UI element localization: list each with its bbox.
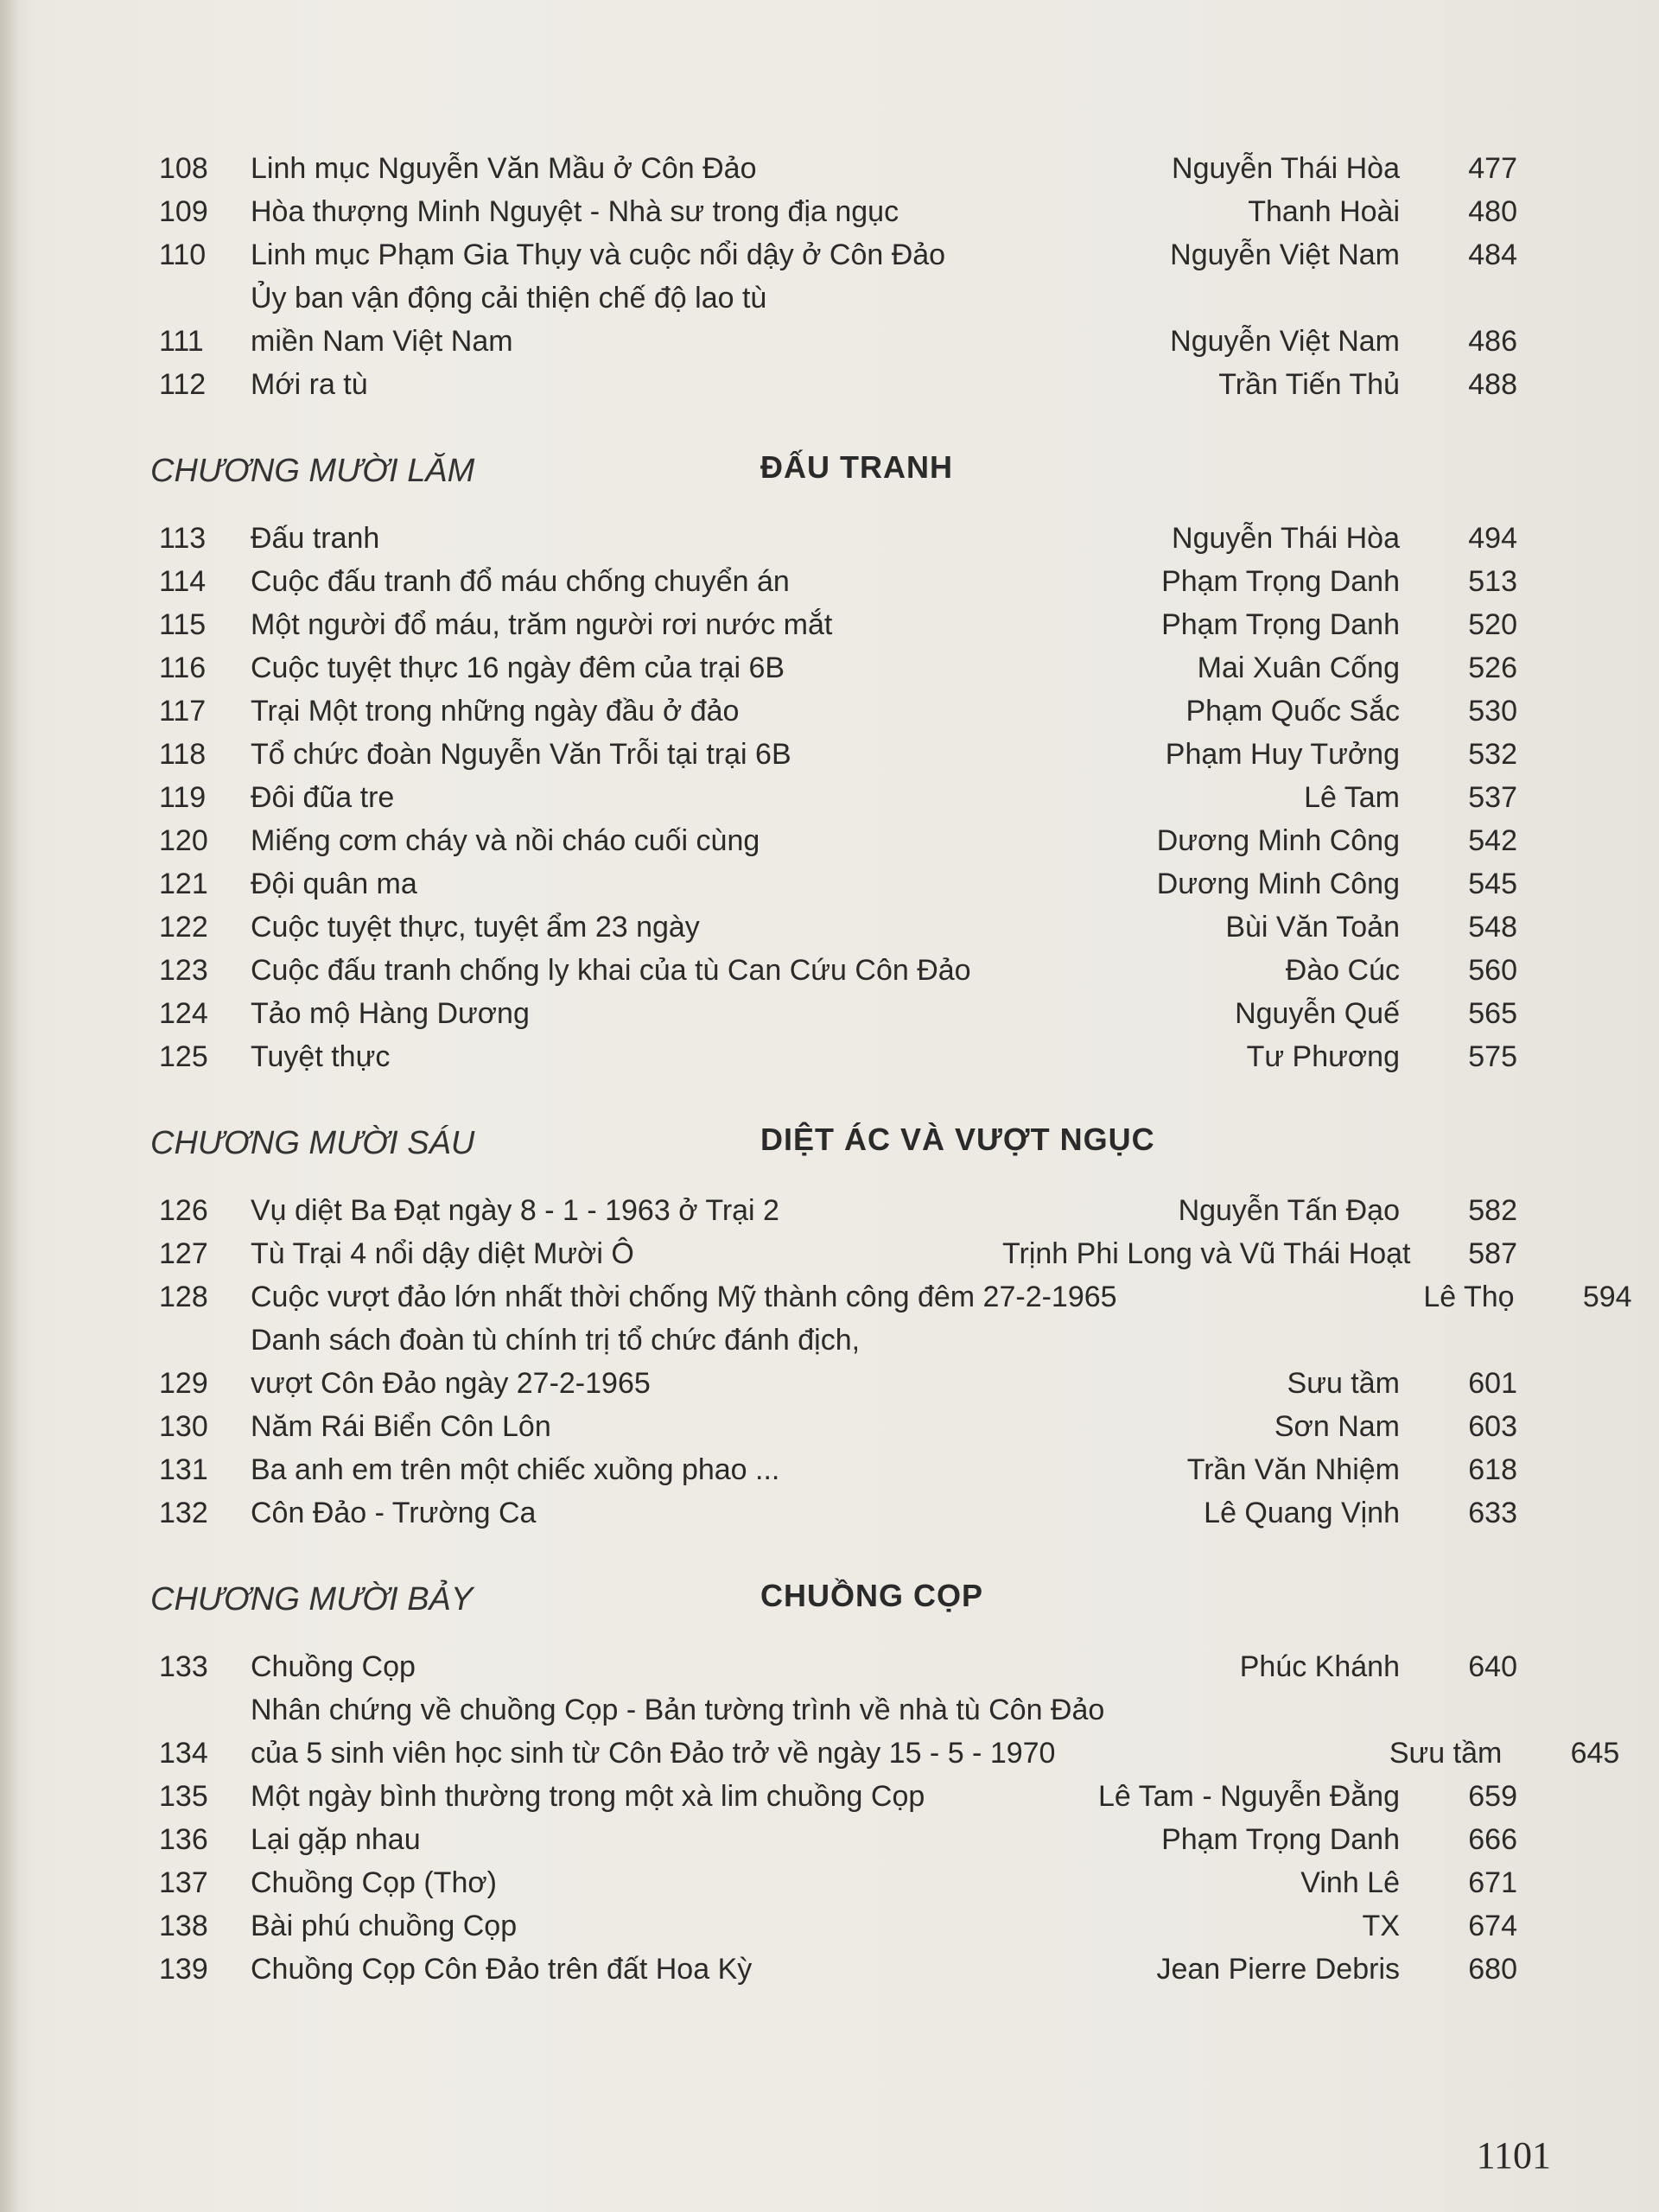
entry-author: Trần Văn Nhiệm <box>1186 1453 1400 1486</box>
toc-entry <box>147 690 1529 733</box>
entry-title-line: Miếng cơm cháy và nồi cháo cuối cùng <box>251 824 760 857</box>
entry-title <box>251 1189 1002 1232</box>
entry-page: 645 <box>1570 1737 1620 1770</box>
entry-author: Jean Pierre Debris <box>1156 1953 1400 1986</box>
chapter-heading <box>147 1116 1529 1177</box>
toc-entry <box>147 862 1529 906</box>
entry-page: 587 <box>1468 1237 1517 1270</box>
entry-title-line: Chuồng Cọp (Thơ) <box>251 1866 497 1899</box>
entry-title-line: Chuồng Cọp Côn Đảo trên đất Hoa Kỳ <box>251 1953 753 1986</box>
entry-number: 133 <box>159 1650 208 1683</box>
entry-number: 120 <box>159 824 208 857</box>
entry-title-line: Linh mục Phạm Gia Thụy và cuộc nổi dậy ở Côn Đảo <box>251 238 946 271</box>
entry-author: Nguyễn Việt Nam <box>1170 238 1400 271</box>
chapter-label: CHƯƠNG MƯỜI LĂM <box>150 453 475 489</box>
toc-entry <box>147 1189 1529 1232</box>
entry-title-line: Đội quân ma <box>251 868 417 900</box>
toc-entry <box>147 949 1529 992</box>
chapter-title: CHUỒNG CỌP <box>760 1578 984 1613</box>
entry-title <box>251 646 1002 690</box>
entry-title-line: miền Nam Việt Nam <box>251 325 513 358</box>
toc-entry <box>147 147 1529 190</box>
entry-author: TX <box>1362 1910 1400 1942</box>
toc-section <box>147 147 1529 406</box>
entry-page: 484 <box>1468 238 1517 271</box>
entry-title-line: Tù Trại 4 nổi dậy diệt Mười Ô <box>251 1237 634 1270</box>
entry-title <box>251 862 1002 906</box>
entry-author: Lê Tam - Nguyễn Đằng <box>1097 1780 1400 1813</box>
entry-author: Trần Tiến Thủ <box>1218 368 1400 401</box>
entry-title <box>251 733 1002 776</box>
toc-section <box>147 1573 1620 1991</box>
entry-title <box>251 560 1002 603</box>
entry-page: 542 <box>1468 824 1517 857</box>
toc-entry <box>147 1275 1632 1319</box>
entry-page: 601 <box>1468 1367 1517 1400</box>
entry-author: Nguyễn Tấn Đạo <box>1178 1194 1400 1227</box>
entry-page: 594 <box>1582 1281 1632 1313</box>
entry-title <box>251 517 1002 560</box>
toc-entry <box>147 1904 1529 1948</box>
entry-page: 640 <box>1468 1650 1517 1683</box>
entry-number: 111 <box>159 325 204 358</box>
toc-entry <box>147 1319 1529 1405</box>
chapter-title: DIỆT ÁC VÀ VƯỢT NGỤC <box>760 1122 1155 1157</box>
entry-title-line: Đôi đũa tre <box>251 781 395 814</box>
entry-page: 480 <box>1468 195 1517 228</box>
entry-number: 135 <box>159 1780 208 1813</box>
toc-entry <box>147 1861 1529 1904</box>
entry-number: 108 <box>159 152 208 185</box>
toc-entry <box>147 190 1529 233</box>
entry-author: Nguyễn Việt Nam <box>1170 325 1400 358</box>
entry-page: 575 <box>1468 1040 1517 1073</box>
entry-title-line: Chuồng Cọp <box>251 1650 416 1683</box>
entry-page: 674 <box>1468 1910 1517 1942</box>
entry-title-line: Lại gặp nhau <box>251 1823 421 1856</box>
entry-title-line: Linh mục Nguyễn Văn Mầu ở Côn Đảo <box>251 152 757 185</box>
entry-page: 560 <box>1468 954 1517 987</box>
entry-number: 136 <box>159 1823 208 1856</box>
entry-author: Đào Cúc <box>1285 954 1400 987</box>
entry-author: Phúc Khánh <box>1239 1650 1400 1683</box>
entry-title-line: Nhân chứng về chuồng Cọp - Bản tường trình về nhà tù Côn Đảo <box>251 1694 1105 1726</box>
entry-number: 138 <box>159 1910 208 1942</box>
entry-page: 680 <box>1468 1953 1517 1986</box>
toc-entry <box>147 1775 1529 1818</box>
entry-number: 127 <box>159 1237 208 1270</box>
entry-title <box>251 233 1002 276</box>
table-of-contents <box>147 147 1632 2029</box>
toc-entry <box>147 517 1529 560</box>
entry-page: 618 <box>1468 1453 1517 1486</box>
entry-title-line: Trại Một trong những ngày đầu ở đảo <box>251 695 740 728</box>
toc-entry <box>147 1035 1529 1078</box>
entry-author: Sơn Nam <box>1274 1410 1400 1443</box>
entry-number: 116 <box>159 652 207 684</box>
entry-title <box>251 949 1002 992</box>
entry-title-line: Hòa thượng Minh Nguyệt - Nhà sư trong địa ngục <box>251 195 899 228</box>
toc-entry <box>147 1405 1529 1448</box>
entry-title <box>251 1818 1002 1861</box>
entry-title <box>251 1904 1002 1948</box>
entry-number: 114 <box>159 565 207 598</box>
entry-page: 486 <box>1468 325 1517 358</box>
toc-section <box>147 1116 1632 1535</box>
toc-entry <box>147 992 1529 1035</box>
entry-author: Tư Phương <box>1246 1040 1400 1073</box>
entry-number: 115 <box>159 608 207 641</box>
entry-page: 666 <box>1468 1823 1517 1856</box>
entry-author: Trịnh Phi Long và Vũ Thái Hoạt <box>1002 1237 1411 1270</box>
entry-page: 671 <box>1468 1866 1517 1899</box>
entry-title-line: Ba anh em trên một chiếc xuồng phao ... <box>251 1453 780 1486</box>
toc-entry <box>147 233 1529 276</box>
entry-number: 109 <box>159 195 208 228</box>
entry-title <box>251 1405 1002 1448</box>
entry-page: 532 <box>1468 738 1517 771</box>
entry-title <box>251 1861 1002 1904</box>
toc-entry <box>147 603 1529 646</box>
entry-title-line: Một ngày bình thường trong một xà lim chuồng Cọp <box>251 1780 925 1813</box>
entry-title <box>251 363 1002 406</box>
entry-page: 488 <box>1468 368 1517 401</box>
entry-author: Lê Quang Vịnh <box>1204 1497 1400 1529</box>
entry-title <box>251 147 1002 190</box>
entry-author: Phạm Quốc Sắc <box>1185 695 1400 728</box>
chapter-title: ĐẤU TRANH <box>760 449 953 485</box>
toc-section <box>147 444 1529 1078</box>
entry-title <box>251 603 1002 646</box>
entry-page: 530 <box>1468 695 1517 728</box>
entry-author: Phạm Trọng Danh <box>1161 608 1400 641</box>
entry-page: 537 <box>1468 781 1517 814</box>
entry-title <box>251 1319 1002 1405</box>
toc-entry <box>147 819 1529 862</box>
entry-title <box>251 690 1002 733</box>
entry-title <box>251 1448 1002 1491</box>
chapter-heading <box>147 444 1529 505</box>
toc-entry <box>147 1491 1529 1535</box>
entry-page: 582 <box>1468 1194 1517 1227</box>
entry-author: Bùi Văn Toản <box>1225 911 1400 944</box>
entry-author: Vinh Lê <box>1300 1866 1400 1899</box>
entry-number: 110 <box>159 238 207 271</box>
entry-number: 121 <box>159 868 208 900</box>
entry-title-line: Cuộc tuyệt thực 16 ngày đêm của trại 6B <box>251 652 785 684</box>
entry-title <box>251 819 1002 862</box>
entry-title-line: Tuyệt thực <box>251 1040 391 1073</box>
entry-number: 112 <box>159 368 207 401</box>
entry-author: Lê Tam <box>1304 781 1400 814</box>
entry-author: Dương Minh Công <box>1156 868 1400 900</box>
entry-title <box>251 1491 1002 1535</box>
entry-number: 139 <box>159 1953 208 1986</box>
entry-number: 113 <box>159 522 207 555</box>
entry-title-line: Cuộc đấu tranh đổ máu chống chuyển án <box>251 565 790 598</box>
entry-title-line: Một người đổ máu, trăm người rơi nước mắt <box>251 608 833 641</box>
entry-number: 118 <box>159 738 207 771</box>
entry-title <box>251 1645 1002 1688</box>
entry-number: 125 <box>159 1040 208 1073</box>
entry-title-line: Năm Rái Biển Côn Lôn <box>251 1410 551 1443</box>
entry-page: 513 <box>1468 565 1517 598</box>
entry-title <box>251 1232 1002 1275</box>
entry-title-line: Cuộc đấu tranh chống ly khai của tù Can Cứu Côn Đảo <box>251 954 971 987</box>
entry-title-line: Đấu tranh <box>251 522 380 555</box>
entry-title-line: Cuộc tuyệt thực, tuyệt ẩm 23 ngày <box>251 911 700 944</box>
entry-number: 124 <box>159 997 208 1030</box>
entry-title-line: của 5 sinh viên học sinh từ Côn Đảo trở về ngày 15 - 5 - 1970 <box>251 1737 1056 1770</box>
entry-title <box>251 1035 1002 1078</box>
entry-page: 494 <box>1468 522 1517 555</box>
entry-author: Phạm Trọng Danh <box>1161 565 1400 598</box>
entry-title <box>251 1688 1104 1775</box>
entry-number: 126 <box>159 1194 208 1227</box>
entry-title <box>251 906 1002 949</box>
entry-number: 128 <box>159 1281 208 1313</box>
toc-entry <box>147 363 1529 406</box>
entry-author: Lê Thọ <box>1423 1281 1515 1313</box>
toc-entry <box>147 1688 1620 1775</box>
entry-author: Mai Xuân Cống <box>1197 652 1400 684</box>
toc-entry <box>147 776 1529 819</box>
entry-author: Phạm Huy Tưởng <box>1165 738 1400 771</box>
entry-title <box>251 1948 1002 1991</box>
toc-entry <box>147 560 1529 603</box>
entry-page: 526 <box>1468 652 1517 684</box>
entry-title-line: Bài phú chuồng Cọp <box>251 1910 518 1942</box>
entry-title-line: Mới ra tù <box>251 368 368 401</box>
page-binding-shadow <box>0 0 19 2212</box>
entry-title-line: Ủy ban vận động cải thiện chế độ lao tù <box>251 282 767 315</box>
entry-page: 477 <box>1468 152 1517 185</box>
entry-title <box>251 1275 1117 1319</box>
entry-page: 520 <box>1468 608 1517 641</box>
entry-page: 548 <box>1468 911 1517 944</box>
toc-entry <box>147 646 1529 690</box>
entry-title <box>251 1775 1002 1818</box>
entry-title-line: Vụ diệt Ba Đạt ngày 8 - 1 - 1963 ở Trại 2 <box>251 1194 779 1227</box>
chapter-label: CHƯƠNG MƯỜI BẢY <box>150 1581 474 1618</box>
entry-title-line: Tổ chức đoàn Nguyễn Văn Trỗi tại trại 6B <box>251 738 791 771</box>
entry-author: Sưu tầm <box>1389 1737 1503 1770</box>
entry-title <box>251 276 1002 363</box>
toc-entry <box>147 1645 1529 1688</box>
entry-author: Dương Minh Công <box>1156 824 1400 857</box>
entry-page: 659 <box>1468 1780 1517 1813</box>
entry-number: 119 <box>159 781 207 814</box>
entry-title-line: Côn Đảo - Trường Ca <box>251 1497 537 1529</box>
entry-author: Nguyễn Thái Hòa <box>1172 522 1400 555</box>
entry-number: 130 <box>159 1410 208 1443</box>
entry-author: Thanh Hoài <box>1248 195 1400 228</box>
entry-author: Sưu tầm <box>1287 1367 1400 1400</box>
chapter-heading <box>147 1573 1529 1633</box>
entry-number: 129 <box>159 1367 208 1400</box>
entry-title <box>251 776 1002 819</box>
entry-number: 132 <box>159 1497 208 1529</box>
entry-page: 545 <box>1468 868 1517 900</box>
entry-number: 137 <box>159 1866 208 1899</box>
entry-number: 117 <box>159 695 207 728</box>
entry-author: Nguyễn Thái Hòa <box>1172 152 1400 185</box>
entry-title-line: Danh sách đoàn tù chính trị tổ chức đánh địch, <box>251 1324 861 1357</box>
entry-page: 565 <box>1468 997 1517 1030</box>
entry-author: Nguyễn Quế <box>1235 997 1400 1030</box>
toc-entry <box>147 1232 1529 1275</box>
entry-page: 633 <box>1468 1497 1517 1529</box>
toc-entry <box>147 1948 1529 1991</box>
toc-entry <box>147 1818 1529 1861</box>
entry-number: 134 <box>159 1737 208 1770</box>
toc-entry <box>147 276 1529 363</box>
toc-entry <box>147 733 1529 776</box>
entry-title <box>251 190 1002 233</box>
entry-number: 123 <box>159 954 208 987</box>
toc-entry <box>147 906 1529 949</box>
entry-author: Phạm Trọng Danh <box>1161 1823 1400 1856</box>
entry-page: 603 <box>1468 1410 1517 1443</box>
entry-title <box>251 992 1002 1035</box>
entry-title-line: Tảo mộ Hàng Dương <box>251 997 530 1030</box>
entry-title-line: vượt Côn Đảo ngày 27-2-1965 <box>251 1367 651 1400</box>
page-number: 1101 <box>1476 2134 1551 2177</box>
entry-number: 122 <box>159 911 208 944</box>
entry-number: 131 <box>159 1453 208 1486</box>
entry-title-line: Cuộc vượt đảo lớn nhất thời chống Mỹ thành công đêm 27-2-1965 <box>251 1281 1117 1313</box>
chapter-label: CHƯƠNG MƯỜI SÁU <box>150 1125 475 1161</box>
toc-entry <box>147 1448 1529 1491</box>
